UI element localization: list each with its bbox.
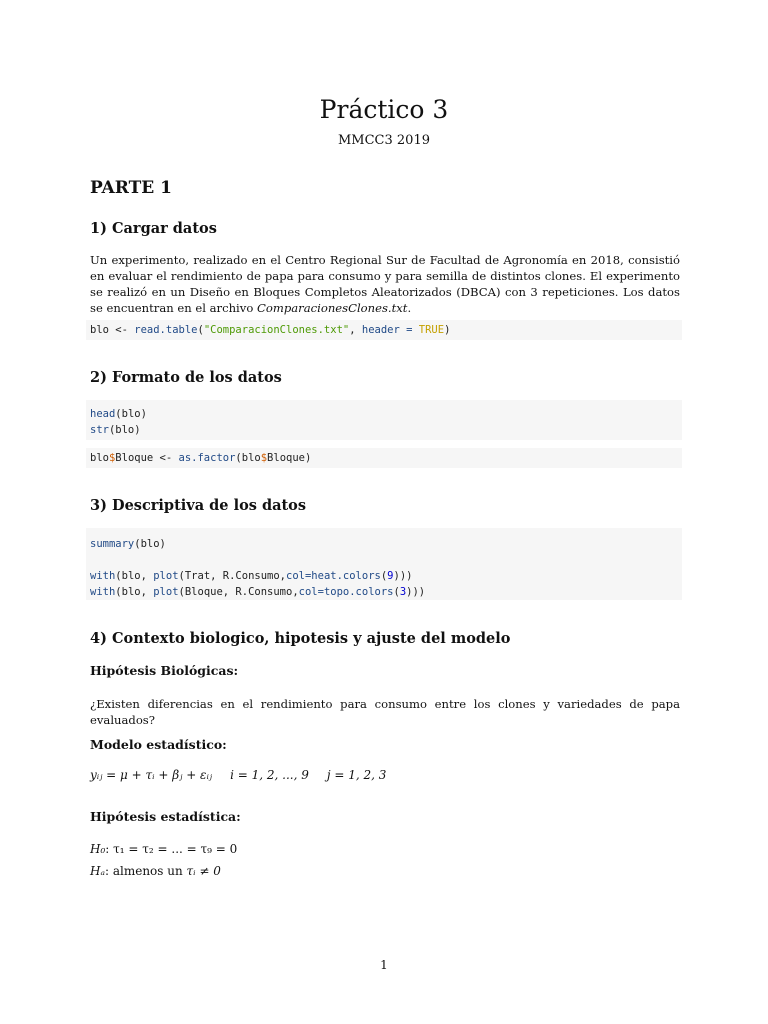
ha-label: Hₐ bbox=[90, 864, 105, 878]
code-close: ) bbox=[444, 324, 451, 336]
part-heading: PARTE 1 bbox=[90, 178, 172, 198]
code-eq: = bbox=[399, 324, 419, 336]
code-num: 9 bbox=[387, 570, 394, 582]
code-assign: <- bbox=[108, 324, 135, 336]
code-rest: (blo) bbox=[134, 538, 166, 550]
code-arg-col: col= bbox=[286, 570, 312, 582]
code-fn-summary: summary bbox=[90, 538, 135, 550]
section-heading-descriptiva: 3) Descriptiva de los datos bbox=[90, 497, 307, 514]
code-fn-plot: plot bbox=[153, 570, 179, 582]
code-fn: read.table bbox=[134, 324, 198, 336]
code-string: "ComparacionClones.txt" bbox=[203, 324, 350, 336]
period: . bbox=[407, 301, 412, 315]
code-fn-plot: plot bbox=[153, 586, 179, 598]
code-block-load bbox=[86, 320, 682, 340]
code-num: 3 bbox=[399, 586, 407, 598]
model-index-i: i = 1, 2, ..., 9 bbox=[230, 768, 309, 782]
code-fn-with: with bbox=[90, 586, 116, 598]
code-end: Bloque) bbox=[267, 452, 312, 464]
code-rest: (blo, bbox=[115, 570, 154, 582]
code-block-factor bbox=[86, 448, 682, 468]
code-rest: (blo) bbox=[115, 408, 147, 420]
code-fn-head: head bbox=[90, 408, 116, 420]
code-block-descriptive bbox=[86, 528, 682, 600]
code-rest: ))) bbox=[393, 570, 413, 582]
code-var: blo bbox=[90, 324, 109, 336]
h0-text: : τ₁ = τ₂ = ... = τ₉ = 0 bbox=[105, 842, 238, 856]
code-arg-col: col= bbox=[298, 586, 324, 598]
alt-hypothesis bbox=[90, 864, 221, 878]
code-dollar: $ bbox=[260, 452, 268, 464]
section-heading-cargar-datos: 1) Cargar datos bbox=[90, 220, 217, 237]
code-rest: (Bloque, R.Consumo, bbox=[178, 586, 299, 598]
code-open: (blo bbox=[235, 452, 261, 464]
code-open: ( bbox=[197, 324, 204, 336]
code-fn-str: str bbox=[90, 424, 109, 436]
hipotesis-biologica-text: ¿Existen diferencias en el rendimiento para consumo entre los clones y variedades de papa evaluados? bbox=[90, 697, 680, 727]
subheading-modelo: Modelo estadístico: bbox=[90, 737, 227, 752]
page-number: 1 bbox=[380, 958, 388, 972]
code-arg: header bbox=[361, 324, 400, 336]
file-name: ComparacionesClones.txt bbox=[257, 301, 408, 315]
code-comma: , bbox=[349, 324, 362, 336]
code-rest: ( bbox=[380, 570, 388, 582]
subheading-hipotesis-estadistica: Hipótesis estadística: bbox=[90, 809, 241, 824]
code-fn-with: with bbox=[90, 570, 116, 582]
code-dollar: $ bbox=[108, 452, 116, 464]
code-rest: ))) bbox=[406, 586, 426, 598]
section1-paragraph bbox=[90, 252, 680, 316]
code-block-inspect bbox=[86, 400, 682, 440]
document-title: Práctico 3 bbox=[319, 95, 449, 124]
code-fn-topo: topo.colors bbox=[323, 586, 394, 598]
code-rest: ( bbox=[393, 586, 400, 598]
section-heading-formato: 2) Formato de los datos bbox=[90, 369, 282, 386]
section1-paragraph-text: Un experimento, realizado en el Centro Regional Sur de Facultad de Agronomía en 2018, consistió en evaluar el rendimiento de papa para consumo y para semilla de distintos clones. El experimento se realizó en un Diseño en Bloques Completos Aleatorizados (DBCA) con 3 repeticiones. Los datos se encuentran en el archivo bbox=[90, 253, 680, 315]
model-equation bbox=[90, 768, 386, 782]
code-mid: Bloque <- bbox=[115, 452, 179, 464]
code-fn-heat: heat.colors bbox=[311, 570, 381, 582]
ha-text-a: : almenos un bbox=[104, 864, 187, 878]
model-formula: yᵢⱼ = μ + τᵢ + βⱼ + εᵢⱼ bbox=[90, 768, 213, 782]
code-rest: (blo, bbox=[115, 586, 154, 598]
code-fn-asfactor: as.factor bbox=[178, 452, 236, 464]
subheading-hipotesis-biologicas: Hipótesis Biológicas: bbox=[90, 663, 239, 678]
model-index-j: j = 1, 2, 3 bbox=[326, 768, 387, 782]
section-heading-contexto: 4) Contexto biologico, hipotesis y ajuste del modelo bbox=[90, 630, 511, 647]
code-rest: (Trat, R.Consumo, bbox=[178, 570, 286, 582]
null-hypothesis bbox=[90, 842, 237, 856]
h0-label: H₀ bbox=[90, 842, 106, 856]
ha-text-b: τᵢ ≠ 0 bbox=[186, 864, 221, 878]
code-value: TRUE bbox=[418, 324, 445, 336]
code-rest: (blo) bbox=[108, 424, 141, 436]
code-pre: blo bbox=[90, 452, 109, 464]
document-subtitle: MMCC3 2019 bbox=[337, 133, 430, 148]
